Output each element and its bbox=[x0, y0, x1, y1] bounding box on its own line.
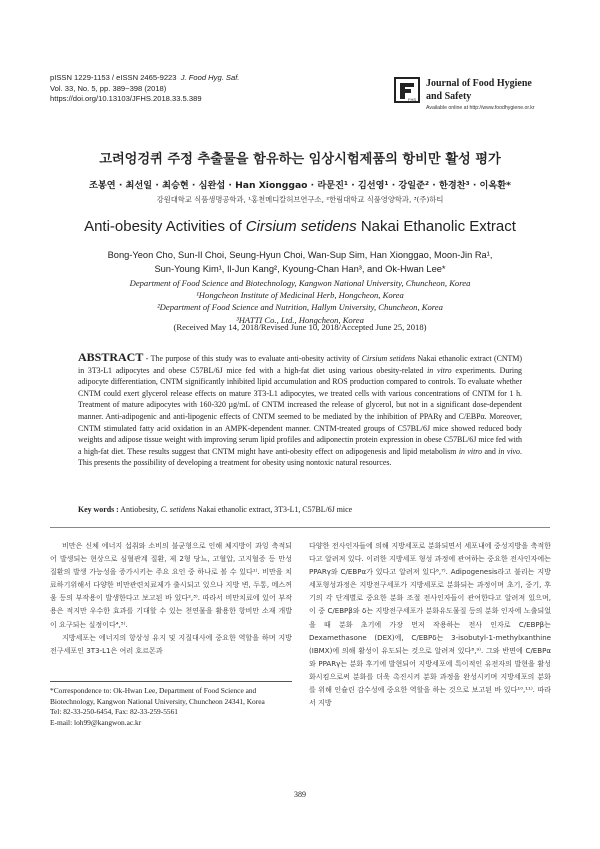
journal-title: Journal of Food Hygiene and Safety bbox=[426, 78, 532, 102]
correspondence-footnote: *Correspondence to: Ok-Hwan Lee, Department of Food Science and Biotechnology, Kangwon National University, Chuncheon 24341, Korea Tel: 82-33-250-6454, Fax: 82-33-259-5561 E-mail: loh99@kangwon.ac.kr bbox=[50, 686, 296, 728]
journal-logo bbox=[392, 75, 422, 105]
authors-english: Bong-Yeon Cho, Sun-Il Choi, Seung-Hyun Choi, Wan-Sup Sim, Han Xionggao, Moon-Jin Ra¹, Sun-Young Kim¹, Il-Jun Kang², Kyoung-Chan Han³, and Ok-Hwan Lee* bbox=[107, 250, 493, 274]
section-divider bbox=[50, 527, 550, 528]
keywords: Key words : Antiobesity, C. setidens Nakai ethanolic extract, 3T3-L1, C57BL/6J mice bbox=[78, 505, 353, 514]
body-column-right bbox=[309, 539, 551, 709]
affiliations-korean: 강원대학교 식품생명공학과, ¹홍천메디칼허브연구소, ²한림대학교 식품영양학과, ³(주)하티 bbox=[156, 195, 444, 204]
email-link[interactable]: E-mail: loh99@kangwon.ac.kr bbox=[50, 717, 142, 727]
paper-title-english: Anti-obesity Activities of Cirsium setidens Nakai Ethanolic Extract bbox=[84, 218, 516, 235]
logo-text: FHS bbox=[408, 97, 416, 102]
affiliation: ³HATTI Co., Ltd., Hongcheon, Korea bbox=[236, 314, 364, 325]
page-number: 389 bbox=[294, 790, 306, 799]
affiliation: ²Department of Food Science and Nutrition, Hallym University, Chuncheon, Korea bbox=[157, 302, 443, 313]
available-online: Available online at http://www.foodhygiene.or.kr bbox=[426, 105, 535, 111]
body-paragraph: 다양한 전사인자들에 의해 지방세포로 분화되면서 세포내에 중성지방을 축적한다고 알려져 있다. 이러한 지방세포 형성 과정에 관여하는 중요한 전사인자에는 PPARγ와 C/EBPα가 있다고 알려져 있다⁶,⁷⁾. Adipogenesis라고 불리는 지방세포형성과정은 지방전구세포가 지방세포로 분화되는 과정이며 초기, 중기, 후기의 각 단계별로 중요한 분화 조절 전사인자들이 관여한다고 알려져 있으며, 이 중 C/EBPβ와 δ는 지방전구세포가 분화유도물질 등의 분화 인자에 노출되었을 때 분화 초기에 가장 먼저 작용하는 전사 인자로 C/EBPβ는 Dexamethasone (DEX)에, C/EBPδ는 3-isobutyl-1-methylxanthine (IBMX)에 의해 활성이 유도되는 것으로 알려져 있다⁸,⁹⁾. 그와 반면에 C/EBPα와 PPARγ는 분화 후기에 발현되어 지방세포에 특이적인 유전자의 발현을 활성화시킴으로써 분화를 더욱 촉진시켜 분화 과정을 완성시키며 지방세포의 분화를 위해 인슐린 감수성에 중요한 역할을 하는 것으로 보고된 바 있다¹⁰,¹¹⁾. 따라서 지방 bbox=[309, 541, 551, 708]
abstract-label: ABSTRACT bbox=[78, 350, 144, 364]
body-column-left bbox=[50, 539, 292, 657]
volume-info: Vol. 33, No. 5, pp. 389~398 (2018) bbox=[50, 83, 167, 93]
issn: pISSN 1229-1153 / eISSN 2465-9223 J. Food Hyg. Saf. bbox=[50, 73, 240, 82]
affiliation: ¹Hongcheon Institute of Medicinal Herb, Hongcheon, Korea bbox=[196, 290, 404, 301]
body-paragraph: 지방세포는 에너지의 항상성 유지 및 지질대사에 중요한 역할을 하며 지방전구세포인 3T3-L1은 여러 호르몬과 bbox=[50, 632, 292, 655]
body-paragraph: 비만은 신체 에너지 섭취와 소비의 불균형으로 인해 체지방이 과잉 축적되어 발생되는 현상으로 심혈관계 질환, 제 2형 당뇨, 고혈압, 고지혈증 등 만성 질환의 발생 가능성을 증가시키는 주요 요인 중 하나로 볼 수 있다¹⁾. 비만을 치료하기위해서 다양한 비만관련치료제가 출시되고 있으나 지방 변, 두통, 메스꺼움 등의 부작용이 발생한다고 보고된 바 있다²,³⁾. 따라서 비만치료에 있어 부작용은 적지만 우수한 효과를 기대할 수 있는 천연물을 활용한 항비만 소재 개발이 요구되는 실정이다⁴,⁵⁾. bbox=[50, 541, 292, 629]
footnote-divider bbox=[50, 681, 292, 682]
affiliations-english bbox=[0, 277, 600, 326]
abstract: ABSTRACT - The purpose of this study was to evaluate anti-obesity activity of Cirsium setidens Nakai ethanolic extract (CNTM) in 3T3-L1 adipocytes and obese C57BL/6J mice fed with a high-fat diet using various obesity-related in vitro experiments. During adipocyte differentiation, CNTM significantly inhibited lipid accumulation and ROS production compared to controls. To evaluate whether CNTM could exert glycerol release effects on mature 3T3-L1 adipocytes, we treated cells with various concentrations of CNTM for 1 h. Treatment of mature adipocytes with 160-320 µg/mL of CNTM increased the release of glycerol, but not in a significant dose-dependent manner. Anti-adipogenic and anti-lipogenic effects of CNTM seemed to be mediated by the inhibition of PPARγ and C/EBPα. Moreover, CNTM stimulated fatty acid oxidation in an AMPK-dependent manner. CNTM-treated groups of C57BL/6J mice showed reduced body weights and adipose tissue weight with improving serum lipid profiles and adiponectin protein expression in obese C57BL/6J mice fed with a high-fat diet. These results suggest that CNTM might have anti-obesity effect on adipogenesis and lipid metabolism in vitro and in vivo. This presents the possibility of developing a treatment for obesity using nontoxic natural resources. bbox=[78, 350, 523, 468]
doi-link[interactable]: https://doi.org/10.13103/JFHS.2018.33.5.389 bbox=[50, 94, 202, 104]
keywords-label: Key words : bbox=[78, 505, 119, 514]
paper-title-korean: 고려엉겅퀴 주정 추출물을 함유하는 임상시험제품의 항비만 활성 평가 bbox=[99, 152, 501, 167]
authors-korean: 조봉연 · 최선일 · 최승현 · 심완섭 · Han Xionggao · 라문진¹ · 김선영¹ · 강일준² · 한경찬³ · 이옥환* bbox=[89, 180, 511, 191]
journal-header-info bbox=[50, 73, 239, 105]
affiliation: Department of Food Science and Biotechnology, Kangwon National University, Chuncheon, Korea bbox=[129, 278, 471, 288]
received-dates: (Received May 14, 2018/Revised June 10, 2018/Accepted June 25, 2018) bbox=[173, 322, 427, 332]
